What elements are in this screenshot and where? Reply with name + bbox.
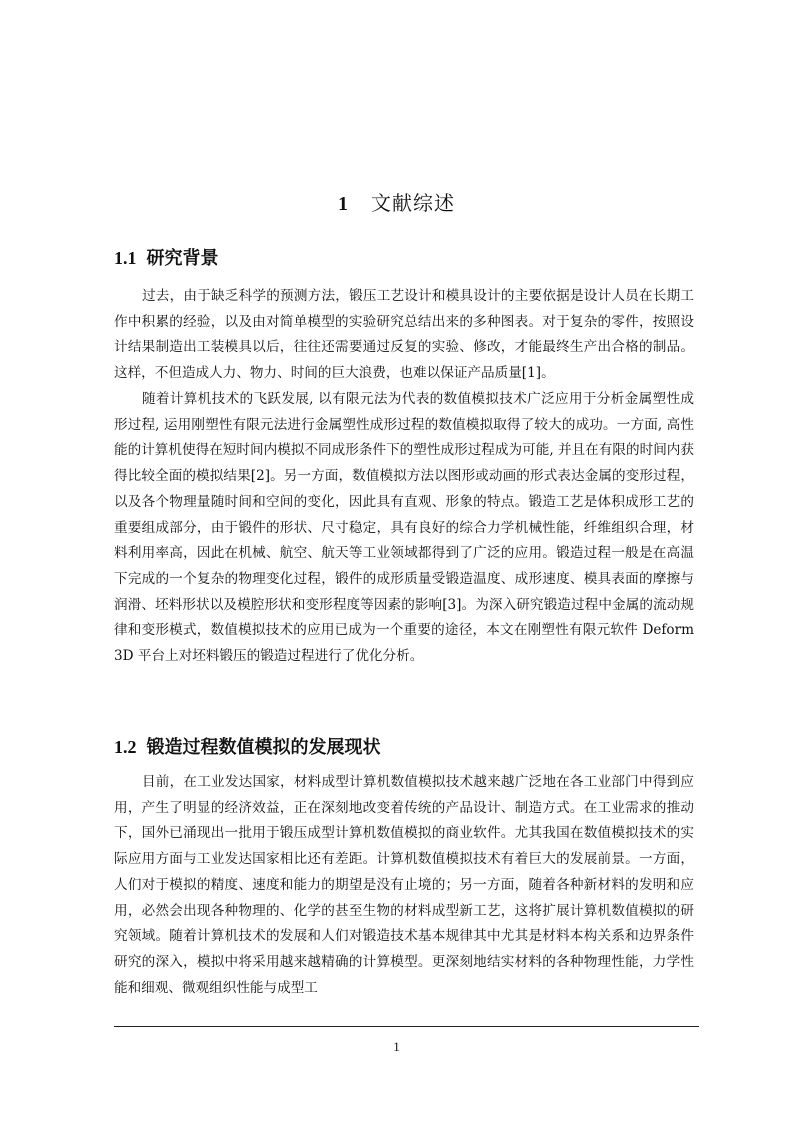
paragraph-development-status-1: 目前，在工业发达国家，材料成型计算机数值模拟技术越来越广泛地在各工业部门中得到应用，产生了明显的经济效益，正在深刻地改变着传统的产品设计、制造方式。在工业需求的推动下，国外已涌现出一批用于锻压成型计算机数值模拟的商业软件。尤其我国在数值模拟技术的实际应用方面与工业发达国家相比还有差距。计算机数值模拟技术有着巨大的发展前景。一方面，人们对于模拟的精度、速度和能力的期望是没有止境的；另一方面，随着各种新材料的发明和应用，必然会出现各种物理的、化学的甚至生物的材料成型新工艺，这将扩展计算机数值模拟的研究领域。随着计算机技术的发展和人们对锻造技术基本规律其中尤其是材料本构关系和边界条件研究的深入，模拟中将采用越来越精确的计算模型。更深刻地结实材料的各种物理性能，力学性能和细观、微观组织性能与成型工	[114, 774, 694, 996]
page-number: 1	[393, 1039, 400, 1054]
section-title-text: 研究背景	[146, 248, 219, 269]
chapter-number: 1	[338, 193, 349, 215]
chapter-title-text: 文献综述	[371, 191, 455, 215]
paragraph-research-background-1: 过去，由于缺乏科学的预测方法，锻压工艺设计和模具设计的主要依据是设计人员在长期工作中积累的经验，以及由对简单模型的实验研究总结出来的多种图表。对于复杂的零件，按照设计结果制造出工装模具以后，往往还需要通过反复的实验、修改，才能最终生产出合格的制品。这样，不但造成人力、物力、时间的巨大浪费，也难以保证产品质量[1]。	[114, 288, 694, 382]
section-number: 1.2	[114, 737, 137, 757]
section-heading-1-1	[114, 245, 219, 272]
section-heading-1-2	[114, 734, 381, 761]
paragraph-research-background-2: 随着计算机技术的飞跃发展, 以有限元法为代表的数值模拟技术广泛应用于分析金属塑性成形过程, 运用刚塑性有限元法进行金属塑性成形过程的数值模拟取得了较大的成功。一方面, 高性能的计算机使得在短时间内模拟不同成形条件下的塑性成形过程成为可能, 并且在有限的时间内获得比较全面的模拟结果[2]。另一方面，数值模拟方法以图形或动画的形式表达金属的变形过程，以及各个物理量随时间和空间的变化，因此具有直观、形象的特点。锻造工艺是体积成形工艺的重要组成部分，由于锻件的形状、尺寸稳定，具有良好的综合力学机械性能，纤维组织合理，材料利用率高，因此在机械、航空、航天等工业领域都得到了广泛的应用。锻造过程一般是在高温下完成的一个复杂的物理变化过程，锻件的成形质量受锻造温度、成形速度、模具表面的摩擦与润滑、坯料形状以及模腔形状和变形程度等因素的影响[3]。为深入研究锻造过程中金属的流动规律和变形模式，数值模拟技术的应用已成为一个重要的途径，本文在刚塑性有限元软件 Deform 3D 平台上对坯料锻压的锻造过程进行了优化分析。	[114, 391, 694, 665]
section-title-text: 锻造过程数值模拟的发展现状	[146, 737, 381, 758]
footer-divider	[114, 1026, 699, 1027]
section-number: 1.1	[114, 248, 137, 268]
chapter-title	[0, 188, 793, 219]
